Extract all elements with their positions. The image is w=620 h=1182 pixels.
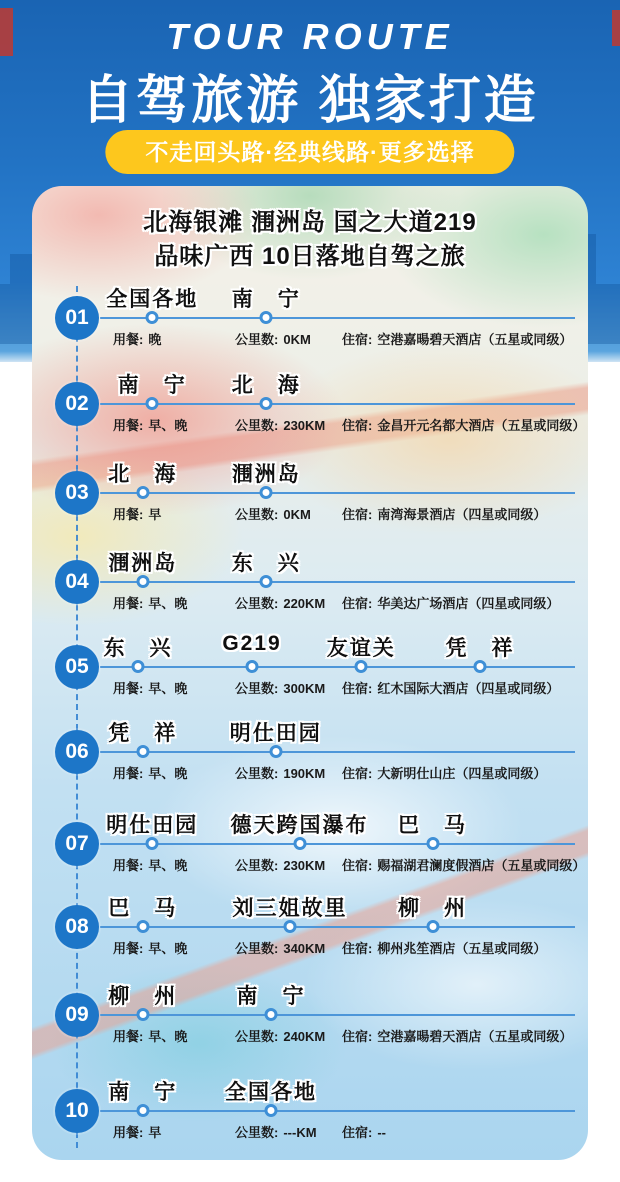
meals-value: 早	[148, 507, 162, 522]
page-title: 自驾旅游 独家打造	[81, 72, 539, 130]
meals-label: 用餐:	[113, 596, 144, 611]
stop-dot	[146, 311, 159, 324]
meals-field	[113, 1026, 187, 1045]
stop-name: 明仕田园	[229, 722, 322, 745]
day-row	[32, 448, 588, 534]
distance-value: 230KM	[283, 418, 326, 433]
meals-field	[113, 938, 187, 957]
day-row	[32, 1066, 588, 1152]
stop-name: 南 宁	[117, 374, 187, 397]
meals-field	[113, 763, 187, 782]
stop-dot	[474, 660, 487, 673]
hotel-field	[342, 504, 546, 523]
hotel-value: 空港嘉暘碧天酒店（五星或同级）	[377, 1029, 573, 1044]
day-number-badge: 08	[55, 905, 99, 949]
distance-field	[235, 329, 311, 348]
day-number-badge: 03	[55, 471, 99, 515]
hotel-field	[342, 415, 585, 434]
distance-field	[235, 1026, 325, 1045]
stop-name: G219	[222, 632, 282, 655]
stop-dot	[136, 575, 149, 588]
distance-label: 公里数:	[235, 332, 279, 347]
distance-label: 公里数:	[235, 766, 279, 781]
distance-field	[235, 415, 325, 434]
hotel-label: 住宿:	[342, 1029, 373, 1044]
hotel-value: 空港嘉暘碧天酒店（五星或同级）	[377, 332, 573, 347]
stop-name: 北 海	[231, 374, 301, 397]
day-details	[32, 1026, 588, 1050]
stop-dot	[426, 920, 439, 933]
hotel-value: 柳州兆笙酒店（五星或同级）	[377, 941, 547, 956]
hotel-label: 住宿:	[342, 766, 373, 781]
distance-label: 公里数:	[235, 681, 279, 696]
stop-dot	[355, 660, 368, 673]
meals-label: 用餐:	[113, 941, 144, 956]
meals-field	[113, 415, 187, 434]
meals-field	[113, 855, 187, 874]
stop-name: 全国各地	[225, 1081, 317, 1104]
day-row	[32, 707, 588, 793]
stop-dot	[136, 745, 149, 758]
meals-label: 用餐:	[113, 332, 144, 347]
stop-dot	[284, 920, 297, 933]
day-details	[32, 763, 588, 787]
meals-value: 早、晚	[148, 766, 188, 781]
stop-name: 涠洲岛	[108, 552, 178, 575]
stop-dot	[146, 397, 159, 410]
distance-value: 220KM	[283, 596, 326, 611]
meals-value: 晚	[148, 332, 162, 347]
stop-name: 刘三姐故里	[232, 897, 348, 920]
stop-dot	[260, 311, 273, 324]
hotel-field	[342, 763, 546, 782]
day-row	[32, 537, 588, 623]
day-details	[32, 678, 588, 702]
hotel-value: 金昌开元名都大酒店（五星或同级）	[377, 418, 586, 433]
distance-value: 240KM	[283, 1029, 326, 1044]
stop-dot	[265, 1008, 278, 1021]
meals-value: 早、晚	[148, 941, 188, 956]
meals-value: 早、晚	[148, 418, 188, 433]
distance-value: 230KM	[283, 858, 326, 873]
hotel-value: 华美达广场酒店（四星或同级）	[377, 596, 560, 611]
distance-label: 公里数:	[235, 1029, 279, 1044]
hotel-field	[342, 938, 546, 957]
meals-value: 早、晚	[148, 858, 188, 873]
stop-name: 全国各地	[106, 288, 199, 311]
stop-dot	[260, 486, 273, 499]
stop-dot	[136, 486, 149, 499]
day-details	[32, 1122, 588, 1146]
hotel-label: 住宿:	[342, 941, 373, 956]
stop-name: 柳 州	[398, 897, 467, 920]
distance-label: 公里数:	[235, 941, 279, 956]
distance-field	[235, 938, 325, 957]
itinerary-title-line2: 品味广西 10日落地自驾之旅	[154, 243, 466, 270]
distance-label: 公里数:	[235, 1125, 279, 1140]
hotel-value: --	[377, 1125, 387, 1140]
distance-field	[235, 504, 311, 523]
meals-value: 早、晚	[148, 1029, 188, 1044]
distance-value: 0KM	[283, 507, 311, 522]
stop-dot	[293, 837, 306, 850]
day-row	[32, 359, 588, 445]
distance-value: 340KM	[283, 941, 326, 956]
day-number-badge: 05	[55, 645, 99, 689]
meals-label: 用餐:	[113, 766, 144, 781]
hotel-label: 住宿:	[342, 858, 373, 873]
meals-value: 早	[148, 1125, 162, 1140]
stop-dot	[136, 1104, 149, 1117]
hotel-field	[342, 1026, 572, 1045]
hotel-value: 赐福湖君澜度假酒店（五星或同级）	[377, 858, 586, 873]
distance-label: 公里数:	[235, 596, 279, 611]
stop-name: 东 兴	[103, 637, 173, 660]
distance-field	[235, 855, 325, 874]
day-number-badge: 09	[55, 993, 99, 1037]
day-row	[32, 799, 588, 885]
meals-field	[113, 329, 161, 348]
day-details	[32, 329, 588, 353]
itinerary-title	[32, 206, 588, 274]
meals-label: 用餐:	[113, 418, 144, 433]
stop-name: 北 海	[108, 463, 178, 486]
distance-value: 300KM	[283, 681, 326, 696]
stop-name: 南 宁	[236, 985, 306, 1008]
stop-dot	[136, 1008, 149, 1021]
distance-label: 公里数:	[235, 418, 279, 433]
day-details	[32, 593, 588, 617]
distance-field	[235, 763, 325, 782]
meals-field	[113, 593, 187, 612]
day-details	[32, 415, 588, 439]
hotel-field	[342, 329, 572, 348]
distance-value: 0KM	[283, 332, 311, 347]
stop-name: 德天跨国瀑布	[230, 814, 369, 837]
stop-dot	[136, 920, 149, 933]
stop-name: 凭 祥	[445, 637, 515, 660]
hotel-value: 大新明仕山庄（四星或同级）	[377, 766, 547, 781]
hotel-field	[342, 855, 585, 874]
hotel-label: 住宿:	[342, 507, 373, 522]
stop-name: 南 宁	[231, 288, 301, 311]
meals-field	[113, 1122, 161, 1141]
hotel-value: 南湾海景酒店（四星或同级）	[377, 507, 547, 522]
stop-name: 东 兴	[231, 552, 301, 575]
stop-name: 巴 马	[108, 897, 178, 920]
hotel-value: 红木国际大酒店（四星或同级）	[377, 681, 560, 696]
stop-name: 柳 州	[108, 985, 178, 1008]
stop-name: 涠洲岛	[231, 463, 301, 486]
stop-name: 凭 祥	[108, 722, 178, 745]
day-row	[32, 273, 588, 359]
day-number-badge: 07	[55, 822, 99, 866]
distance-field	[235, 678, 325, 697]
hotel-label: 住宿:	[342, 332, 373, 347]
stop-dot	[260, 397, 273, 410]
distance-label: 公里数:	[235, 507, 279, 522]
slogan-badge: 不走回头路·经典线路·更多选择	[105, 130, 514, 174]
stop-name: 南 宁	[108, 1081, 178, 1104]
distance-field	[235, 593, 325, 612]
meals-label: 用餐:	[113, 1125, 144, 1140]
day-details	[32, 938, 588, 962]
meals-value: 早、晚	[148, 681, 188, 696]
distance-value: ---KM	[283, 1125, 317, 1140]
hotel-field	[342, 678, 559, 697]
day-number-badge: 02	[55, 382, 99, 426]
stop-dot	[269, 745, 282, 758]
meals-label: 用餐:	[113, 681, 144, 696]
meals-label: 用餐:	[113, 507, 144, 522]
stop-name: 明仕田园	[106, 814, 199, 837]
stop-name: 巴 马	[398, 814, 467, 837]
stop-name: 友谊关	[326, 637, 396, 660]
hotel-label: 住宿:	[342, 681, 373, 696]
stop-dot	[132, 660, 145, 673]
hotel-field	[342, 1122, 386, 1141]
stop-dot	[426, 837, 439, 850]
day-row	[32, 882, 588, 968]
hotel-label: 住宿:	[342, 1125, 373, 1140]
meals-label: 用餐:	[113, 858, 144, 873]
meals-value: 早、晚	[148, 596, 188, 611]
stop-dot	[260, 575, 273, 588]
eyebrow-title: TOUR ROUTE	[166, 16, 454, 57]
hotel-label: 住宿:	[342, 596, 373, 611]
hotel-label: 住宿:	[342, 418, 373, 433]
day-number-badge: 01	[55, 296, 99, 340]
meals-label: 用餐:	[113, 1029, 144, 1044]
stop-dot	[265, 1104, 278, 1117]
stop-dot	[146, 837, 159, 850]
stop-dot	[246, 660, 259, 673]
day-details	[32, 855, 588, 879]
itinerary-title-line1: 北海银滩 涠洲岛 国之大道219	[143, 209, 477, 236]
distance-value: 190KM	[283, 766, 326, 781]
itinerary-card	[32, 186, 588, 1160]
distance-label: 公里数:	[235, 858, 279, 873]
day-row	[32, 622, 588, 708]
meals-field	[113, 678, 187, 697]
hotel-field	[342, 593, 559, 612]
distance-field	[235, 1122, 317, 1141]
day-row	[32, 970, 588, 1056]
day-number-badge: 10	[55, 1089, 99, 1133]
day-number-badge: 06	[55, 730, 99, 774]
day-number-badge: 04	[55, 560, 99, 604]
meals-field	[113, 504, 161, 523]
day-details	[32, 504, 588, 528]
